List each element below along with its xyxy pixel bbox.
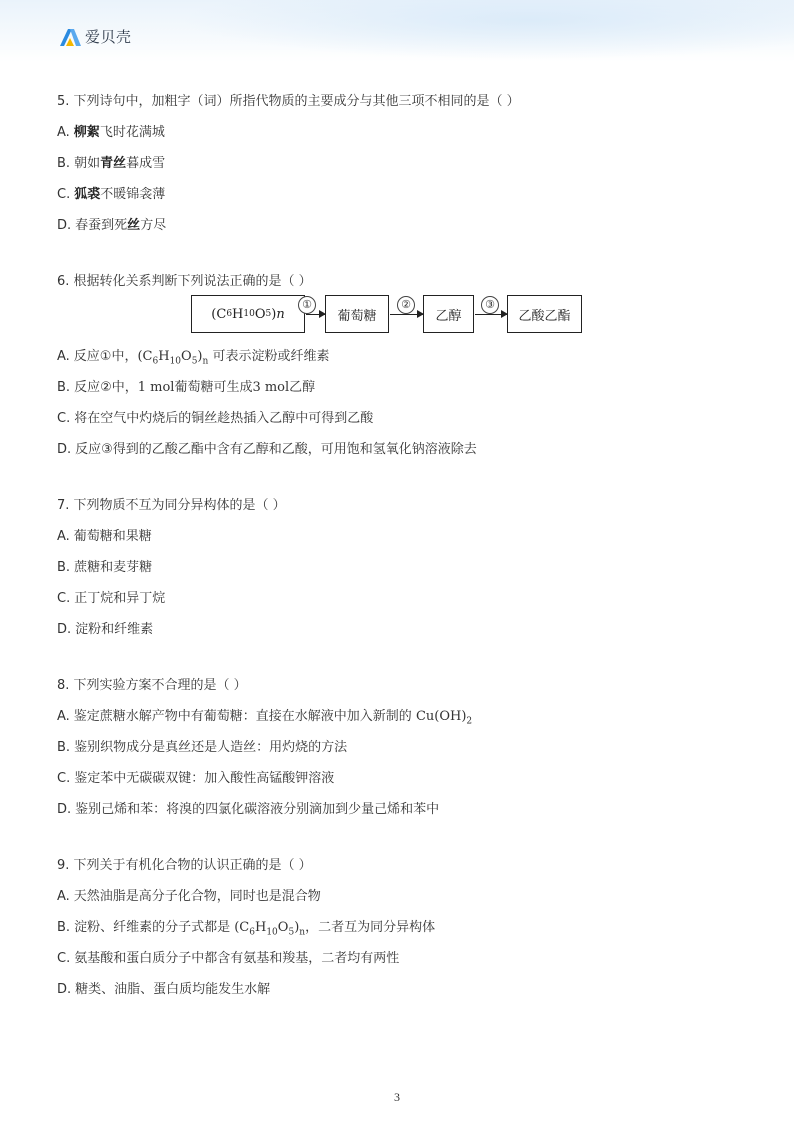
option-prefix: A.	[57, 349, 70, 364]
option-text: 淀粉、纤维素的分子式都是	[74, 920, 231, 935]
conversion-diagram	[191, 295, 757, 341]
option-text: 蔗糖和麦芽糖	[74, 560, 153, 575]
option-text: 葡萄糖可生成	[174, 380, 253, 395]
diagram-box-polysaccharide: (C 6 H 10 O 5 ) n	[191, 295, 305, 333]
option-c	[57, 179, 757, 210]
question-stem: 5. 下列诗句中，加粗字（词）所指代物质的主要成分与其他三项不相同的是（ ）	[57, 94, 520, 109]
option-c	[57, 583, 757, 614]
option-c	[57, 943, 757, 974]
option-a	[57, 117, 757, 148]
header-decoration	[180, 0, 794, 60]
option-text: 鉴别己烯和苯：将溴的四氯化碳溶液分别滴加到少量己烯和苯中	[75, 802, 440, 817]
page-number: 3	[394, 1090, 400, 1104]
option-b	[57, 552, 757, 583]
option-prefix: B.	[57, 156, 71, 171]
option-b	[57, 912, 757, 943]
option-prefix: D.	[57, 982, 72, 997]
chemical-formula: $(C_6H_{10}O_5)_n$	[234, 920, 306, 938]
bold-term: 丝	[127, 218, 141, 233]
option-text: 鉴别织物成分是真丝还是人造丝：用灼烧的方法	[74, 740, 348, 755]
question-5	[57, 86, 757, 241]
option-b	[57, 148, 757, 179]
logo-icon	[58, 27, 82, 47]
bold-term: 柳絮	[73, 125, 100, 140]
option-prefix: C.	[57, 771, 71, 786]
option-text: 鉴定蔗糖水解产物中有葡萄糖：直接在水解液中加入新制的	[73, 709, 412, 724]
option-text: 方尽	[140, 218, 167, 233]
option-c	[57, 403, 757, 434]
question-9	[57, 850, 757, 1005]
option-prefix: A.	[57, 125, 70, 140]
diagram-step-2: ②	[397, 296, 415, 314]
diagram-step-3: ③	[481, 296, 499, 314]
bold-term: 狐裘	[74, 187, 101, 202]
option-prefix: C.	[57, 411, 71, 426]
option-text: 春蚕到死	[75, 218, 128, 233]
option-prefix: B.	[57, 740, 71, 755]
option-text: 可表示淀粉或纤维素	[212, 349, 330, 364]
option-prefix: C.	[57, 187, 71, 202]
option-b	[57, 372, 757, 403]
option-text: 反应①中，	[73, 349, 138, 364]
option-text: 乙醇	[289, 380, 316, 395]
option-text: 正丁烷和异丁烷	[74, 591, 166, 606]
option-prefix: B.	[57, 920, 71, 935]
option-prefix: C.	[57, 591, 71, 606]
quantity: 1 mol	[137, 380, 175, 395]
diagram-arrow-1	[306, 314, 325, 315]
question-7	[57, 490, 757, 645]
option-b	[57, 732, 757, 763]
option-text: 暮成雪	[126, 156, 166, 171]
diagram-box-ethanol: 乙醇	[423, 295, 474, 333]
option-text: 鉴定苯中无碳碳双键：加入酸性高锰酸钾溶液	[74, 771, 335, 786]
logo-text: 爱贝壳	[85, 28, 132, 46]
bold-term: 青丝	[100, 156, 127, 171]
question-stem: 9. 下列关于有机化合物的认识正确的是（ ）	[57, 858, 312, 873]
option-text: 天然油脂是高分子化合物，同时也是混合物	[73, 889, 321, 904]
question-8	[57, 670, 757, 825]
option-a	[57, 701, 757, 732]
diagram-arrow-2	[390, 314, 423, 315]
option-text: 氨基酸和蛋白质分子中都含有氨基和羧基，二者均有两性	[74, 951, 400, 966]
option-prefix: B.	[57, 560, 71, 575]
option-d	[57, 614, 757, 645]
option-text: 葡萄糖和果糖	[73, 529, 152, 544]
question-stem: 6. 根据转化关系判断下列说法正确的是（ ）	[57, 274, 312, 289]
option-text: 飞时花满城	[99, 125, 165, 140]
logo	[58, 26, 132, 47]
option-text: 淀粉和纤维素	[75, 622, 154, 637]
option-d	[57, 434, 757, 465]
diagram-box-ethyl-acetate: 乙酸乙酯	[507, 295, 582, 333]
page-header	[0, 0, 794, 62]
option-prefix: A.	[57, 709, 70, 724]
option-prefix: D.	[57, 802, 72, 817]
option-prefix: D.	[57, 442, 72, 457]
question-6	[57, 266, 757, 465]
option-text: 反应②中，	[74, 380, 138, 395]
chemical-formula: $(C_6H_{10}O_5)_n$	[137, 349, 209, 367]
option-text: 反应③得到的乙酸乙酯中含有乙醇和乙酸，可用饱和氢氧化钠溶液除去	[75, 442, 477, 457]
option-d	[57, 974, 757, 1005]
option-c	[57, 763, 757, 794]
option-a	[57, 341, 757, 372]
quantity: 3 mol	[252, 380, 290, 395]
chemical-formula: $Cu(OH)_2$	[415, 709, 473, 727]
option-prefix: D.	[57, 218, 72, 233]
option-text: ，二者互为同分异构体	[305, 920, 436, 935]
option-text: 糖类、油脂、蛋白质均能发生水解	[75, 982, 271, 997]
option-text: 朝如	[74, 156, 101, 171]
option-d	[57, 210, 757, 241]
question-stem: 8. 下列实验方案不合理的是（ ）	[57, 678, 247, 693]
diagram-box-glucose: 葡萄糖	[325, 295, 389, 333]
document-body	[57, 86, 757, 1030]
option-prefix: C.	[57, 951, 71, 966]
option-d	[57, 794, 757, 825]
option-prefix: D.	[57, 622, 72, 637]
diagram-step-1: ①	[298, 296, 316, 314]
option-text: 将在空气中灼烧后的铜丝趁热插入乙醇中可得到乙酸	[74, 411, 374, 426]
diagram-arrow-3	[475, 314, 507, 315]
option-a	[57, 521, 757, 552]
option-prefix: A.	[57, 529, 70, 544]
option-text: 不暖锦衾薄	[100, 187, 166, 202]
option-prefix: B.	[57, 380, 71, 395]
question-stem: 7. 下列物质不互为同分异构体的是（ ）	[57, 498, 286, 513]
option-a	[57, 881, 757, 912]
option-prefix: A.	[57, 889, 70, 904]
